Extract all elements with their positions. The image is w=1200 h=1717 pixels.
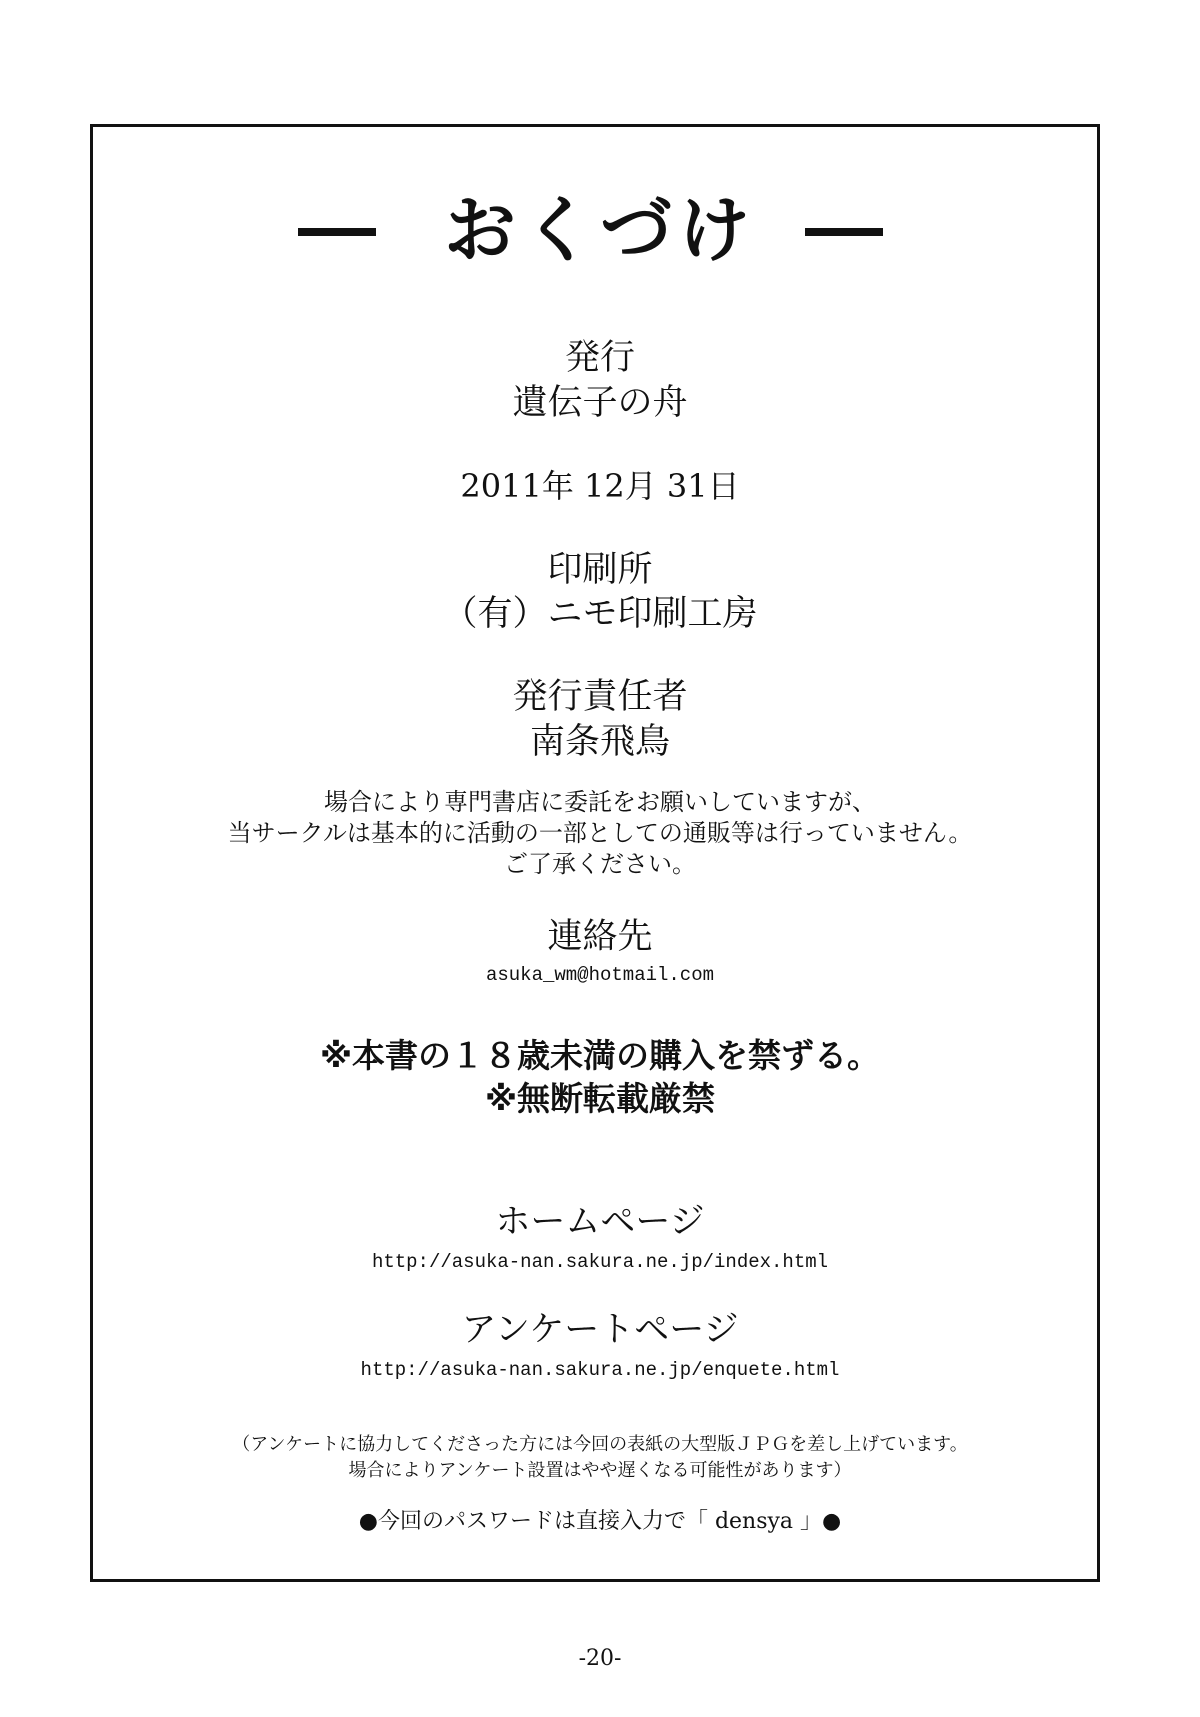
responsible-label: 発行責任者 — [512, 677, 688, 717]
reprint-warning: ※無断転載厳禁 — [484, 1079, 716, 1118]
notice-line: 場合により専門書店に委託をお願いしていますが、 — [324, 788, 876, 816]
homepage-url: http://asuka-nan.sakura.ne.jp/index.html — [371, 1251, 829, 1273]
publish-date: 2011年 12月 31日 — [460, 467, 740, 505]
age-warning: ※本書の１８歳未満の購入を禁ずる。 — [319, 1036, 881, 1075]
page-number: -20- — [578, 1646, 622, 1671]
title-dash-right — [805, 228, 883, 236]
password-line: ●今回のパスワードは直接入力で「 densya 」● — [358, 1509, 842, 1534]
contact-label: 連絡先 — [547, 917, 653, 957]
publisher-label: 発行 — [564, 338, 635, 378]
publisher-name: 遺伝子の舟 — [512, 383, 688, 423]
responsible-name: 南条飛鳥 — [529, 722, 670, 762]
printer-name: （有）ニモ印刷工房 — [442, 594, 758, 634]
survey-note-line: 場合によりアンケート設置はやや遅くなる可能性があります） — [348, 1460, 852, 1481]
title-row — [0, 190, 1200, 270]
survey-url: http://asuka-nan.sakura.ne.jp/enquete.html — [360, 1359, 840, 1381]
survey-label: アンケートページ — [461, 1310, 739, 1350]
notice-line: ご了承ください。 — [504, 850, 696, 878]
notice-line: 当サークルは基本的に活動の一部としての通販等は行っていません。 — [227, 819, 973, 847]
contact-email: asuka_wm@hotmail.com — [485, 964, 715, 986]
survey-note-line: （アンケートに協力してくださった方には今回の表紙の大型版ＪＰＧを差し上げています。 — [232, 1434, 968, 1455]
page-title: おくづけ — [443, 188, 756, 272]
homepage-label: ホームページ — [495, 1202, 705, 1242]
printer-label: 印刷所 — [547, 550, 653, 590]
